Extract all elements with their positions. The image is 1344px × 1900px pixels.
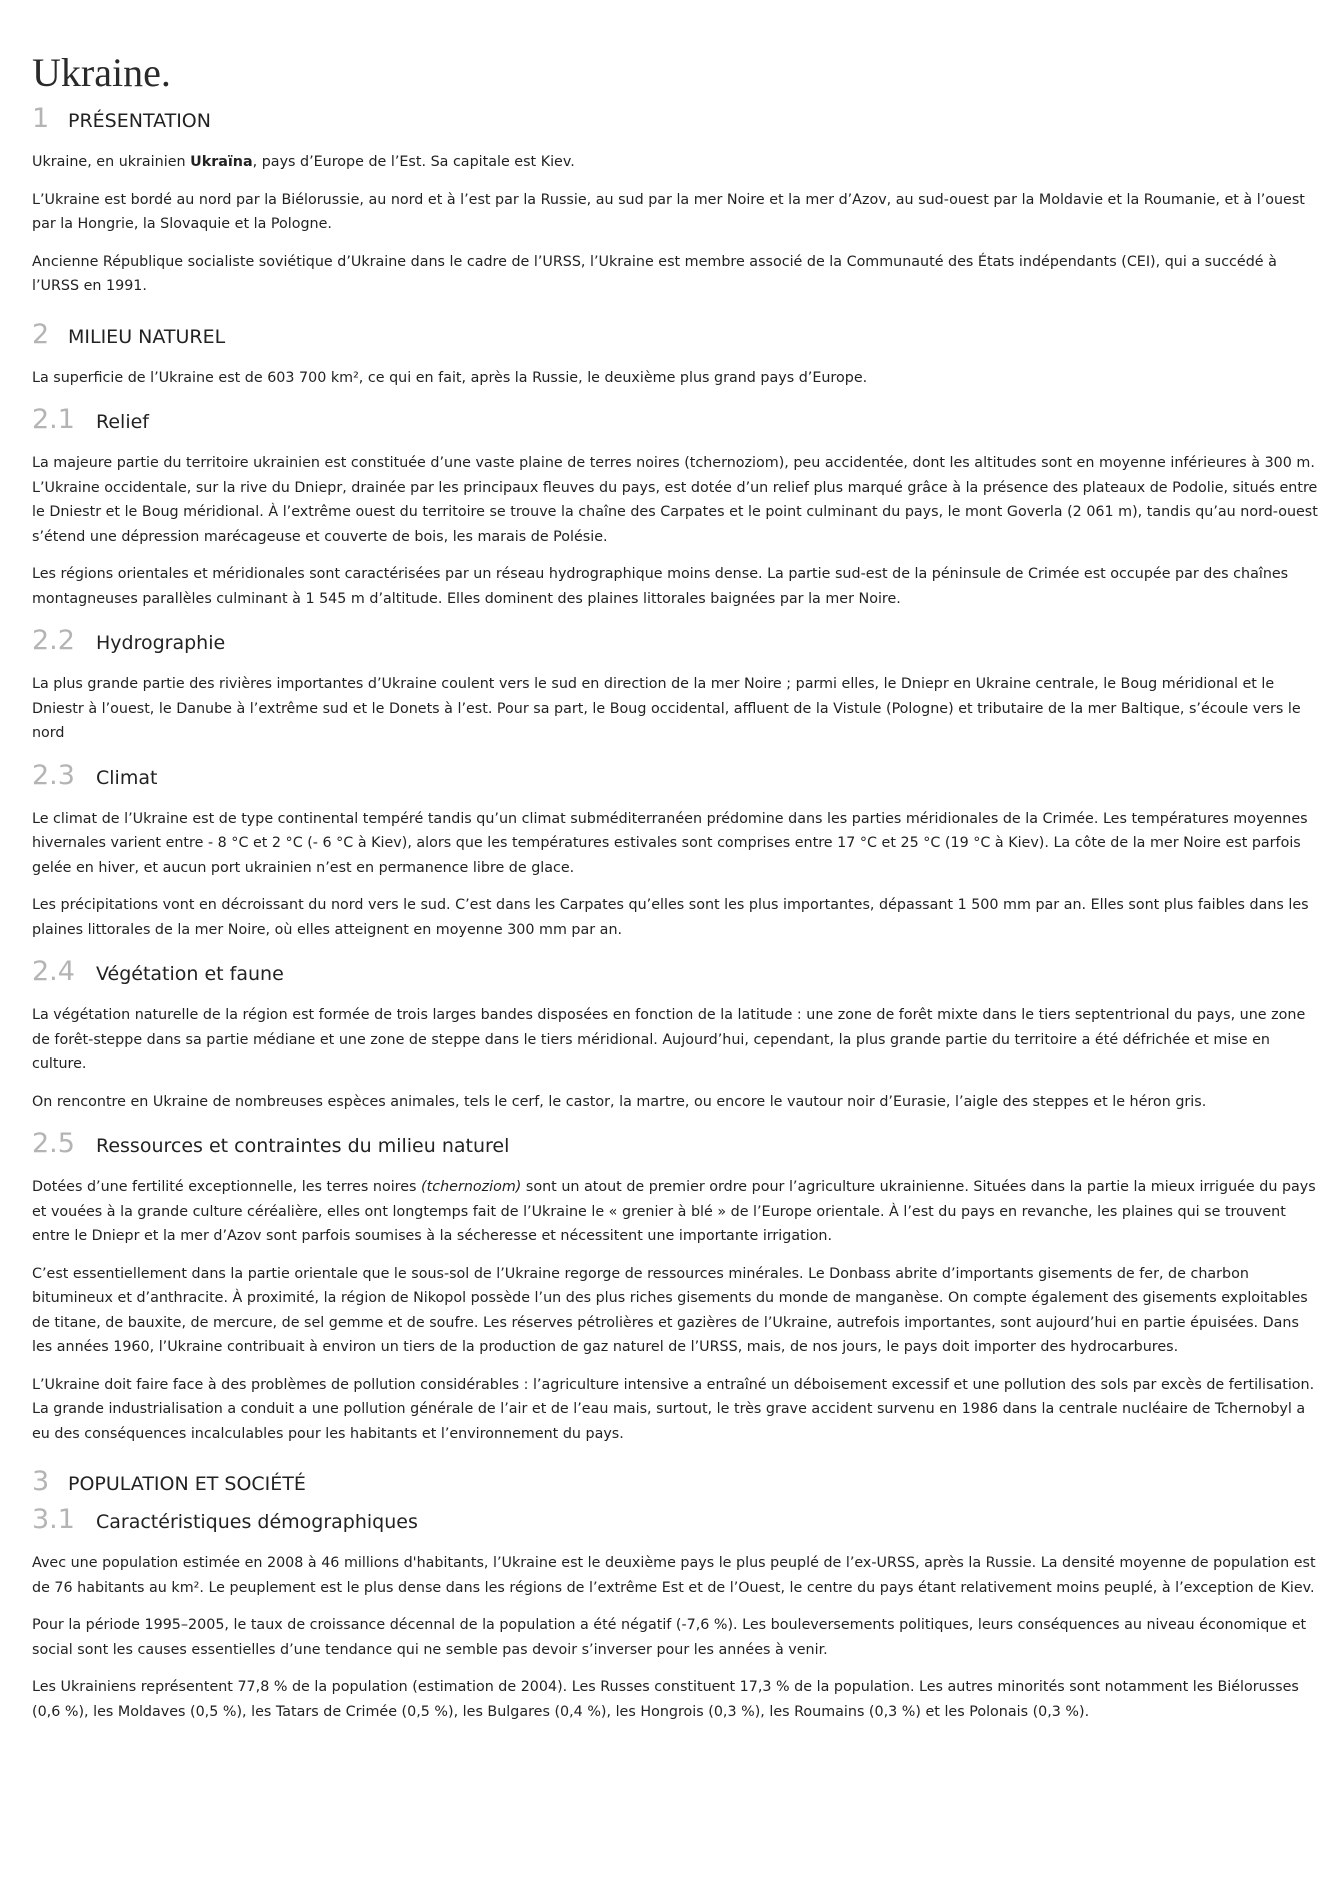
section-number: 2.1 — [32, 404, 75, 435]
paragraph — [32, 150, 1322, 175]
paragraph — [32, 1175, 1322, 1249]
paragraph: On rencontre en Ukraine de nombreuses espèces animales, tels le cerf, le castor, la martre, ou encore le vautour noir d’Eurasie, l’aigle des steppes et le héron gris. — [32, 1093, 1207, 1110]
subsection-heading-relief — [32, 404, 1322, 438]
subsection-heading-vegetation-faune — [32, 956, 1322, 990]
section-number: 2.5 — [32, 1128, 75, 1159]
section-title: PRÉSENTATION — [68, 110, 211, 132]
section-title: Climat — [96, 766, 158, 789]
section-heading-milieu-naturel — [32, 319, 1322, 353]
subsection-heading-climat — [32, 760, 1322, 794]
section-title: Végétation et faune — [96, 963, 284, 985]
section-title: MILIEU NATUREL — [68, 325, 226, 348]
section-title: Ressources et contraintes du milieu naturel — [96, 1135, 510, 1157]
paragraph: L’Ukraine doit faire face à des problèmes de pollution considérables : l’agriculture intensive a entraîné un déboisement excessif et une pollution des sols par excès de fertilisation. La grande industrialisation a conduit a une pollution générale de l’air et de l’eau mais, surtout, le très grave accident survenu en 1986 dans la centrale nucléaire de Tchernobyl a eu des conséquences incalculables pour les habitants et l’environnement du pays. — [32, 1376, 1315, 1442]
section-number: 3 — [32, 1466, 50, 1497]
subsection-heading-hydrographie — [32, 625, 1322, 659]
paragraph: La superficie de l’Ukraine est de 603 700 km², ce qui en fait, après la Russie, le deuxième plus grand pays d’Europe. — [32, 369, 868, 386]
section-title: Caractéristiques démographiques — [96, 1511, 418, 1533]
paragraph: Le climat de l’Ukraine est de type continental tempéré tandis qu’un climat subméditerranéen prédomine dans les parties méridionales de la Crimée. Les températures moyennes hivernales varient entre - 8 °C et 2 °C (- 6 °C à Kiev), alors que les températures estivales sont comprises entre 17 °C et 25 °C (19 °C à Kiev). La côte de la mer Noire est parfois gelée en hiver, et aucun port ukrainien n’est en permanence libre de glace. — [32, 810, 1308, 876]
section-title: Relief — [96, 411, 149, 433]
section-number: 2.3 — [32, 759, 75, 791]
section-title: POPULATION ET SOCIÉTÉ — [68, 1473, 306, 1495]
document — [32, 0, 1322, 1724]
text-run: sont un atout de premier ordre pour l’agriculture ukrainienne. Situées dans la partie la mieux irriguée du pays et vouées à la grande culture céréalière, elles ont longtemps fait de l’Ukraine le « grenier à blé » de l’Europe orientale. À l’est du pays en revanche, les plaines qui se trouvent entre le Dniepr et la mer d’Azov sont parfois soumises à la sécheresse et nécessitent une importante irrigation. — [32, 1179, 1316, 1244]
section-heading-population — [32, 1466, 1322, 1500]
section-number: 1 — [32, 103, 50, 134]
paragraph: La majeure partie du territoire ukrainien est constituée d’une vaste plaine de terres noires (tchernoziom), peu accidentée, dont les altitudes sont en moyenne inférieures à 300 m. L’Ukraine occidentale, sur la rive du Dniepr, drainée par les principaux fleuves du pays, est dotée d’un relief plus marqué grâce à la présence des plateaux de Podolie, situés entre le Dniestr et le Boug méridional. À l’extrême ouest du territoire se trouve la chaîne des Carpates et le point culminant du pays, le mont Goverla (2 061 m), tandis qu’au nord-ouest s’étend une dépression marécageuse et couverte de bois, les marais de Polésie. — [32, 455, 1318, 545]
paragraph: Les Ukrainiens représentent 77,8 % de la population (estimation de 2004). Les Russes constituent 17,3 % de la population. Les autres minorités sont notamment les Biélorusses (0,6 %), les Moldaves (0,5 %), les Tatars de Crimée (0,5 %), les Bulgares (0,4 %), les Hongrois (0,3 %), les Roumains (0,3 %) et les Polonais (0,3 %). — [32, 1679, 1299, 1720]
section-heading-presentation — [32, 103, 1322, 137]
text-run: Dotées d’une fertilité exceptionnelle, les terres noires — [32, 1179, 422, 1195]
document-title: Ukraine. — [32, 50, 171, 95]
section-number: 3.1 — [32, 1504, 75, 1535]
bold-term: Ukraïna — [190, 154, 253, 170]
text-run: Ukraine, en ukrainien — [32, 154, 191, 170]
section-number: 2 — [32, 318, 50, 350]
paragraph: C’est essentiellement dans la partie orientale que le sous-sol de l’Ukraine regorge de ressources minérales. Le Donbass abrite d’importants gisements de fer, de charbon bitumineux et d’anthracite. À proximité, la région de Nikopol possède l’un des plus riches gisements du monde de manganèse. On compte également des gisements exploitables de titane, de bauxite, de mercure, de sel gemme et de soufre. Les réserves pétrolières et gazières de l’Ukraine, autrefois importantes, sont aujourd’hui en partie épuisées. Dans les années 1960, l’Ukraine contribuait à environ un tiers de la production de gaz naturel de l’URSS, mais, de nos jours, le pays doit importer des hydrocarbures. — [32, 1265, 1308, 1355]
subsection-heading-demographie — [32, 1504, 1322, 1538]
paragraph: Avec une population estimée en 2008 à 46 millions d'habitants, l’Ukraine est le deuxième pays le plus peuplé de l’ex-URSS, après la Russie. La densité moyenne de population est de 76 habitants au km². Le peuplement est le plus dense dans les régions de l’extrême Est et de l’Ouest, le centre du pays étant relativement moins peuplé, à l’exception de Kiev. — [32, 1555, 1316, 1596]
paragraph: La végétation naturelle de la région est formée de trois larges bandes disposées en fonction de la latitude : une zone de forêt mixte dans le tiers septentrional du pays, une zone de forêt-steppe dans sa partie médiane et une zone de steppe dans le tiers méridional. Aujourd’hui, cependant, la plus grande partie du territoire a été défrichée et mise en culture. — [32, 1007, 1306, 1072]
paragraph: Ancienne République socialiste soviétique d’Ukraine dans le cadre de l’URSS, l’Ukraine est membre associé de la Communauté des États indépendants (CEI), qui a succédé à l’URSS en 1991. — [32, 253, 1277, 294]
subsection-heading-ressources — [32, 1128, 1322, 1162]
paragraph: Les précipitations vont en décroissant du nord vers le sud. C’est dans les Carpates qu’elles sont les plus importantes, dépassant 1 500 mm par an. Elles sont plus faibles dans les plaines littorales de la mer Noire, où elles atteignent en moyenne 300 mm par an. — [32, 897, 1309, 938]
section-number: 2.2 — [32, 625, 75, 656]
paragraph: Pour la période 1995–2005, le taux de croissance décennal de la population a été négatif (-7,6 %). Les bouleversements politiques, leurs conséquences au niveau économique et social sont les causes essentielles d’une tendance qui ne semble pas devoir s’inverser pour les années à venir. — [32, 1617, 1307, 1658]
section-number: 2.4 — [32, 956, 75, 987]
text-run: , pays d’Europe de l’Est. Sa capitale est Kiev. — [252, 154, 575, 170]
paragraph: La plus grande partie des rivières importantes d’Ukraine coulent vers le sud en direction de la mer Noire ; parmi elles, le Dniepr en Ukraine centrale, le Boug méridional et le Dniestr à l’ouest, le Danube à l’extrême sud et le Donets à l’est. Pour sa part, le Boug occidental, affluent de la Vistule (Pologne) et tributaire de la mer Baltique, s’écoule vers le nord — [32, 676, 1301, 741]
paragraph: L’Ukraine est bordé au nord par la Biélorussie, au nord et à l’est par la Russie, au sud par la mer Noire et la mer d’Azov, au sud-ouest par la Moldavie et la Roumanie, et à l’ouest par la Hongrie, la Slovaquie et la Pologne. — [32, 191, 1305, 232]
italic-term: (tchernoziom) — [421, 1179, 522, 1195]
section-title: Hydrographie — [96, 632, 226, 654]
paragraph: Les régions orientales et méridionales sont caractérisées par un réseau hydrographique moins dense. La partie sud-est de la péninsule de Crimée est occupée par des chaînes montagneuses parallèles culminant à 1 545 m d’altitude. Elles dominent des plaines littorales baignées par la mer Noire. — [32, 566, 1289, 607]
